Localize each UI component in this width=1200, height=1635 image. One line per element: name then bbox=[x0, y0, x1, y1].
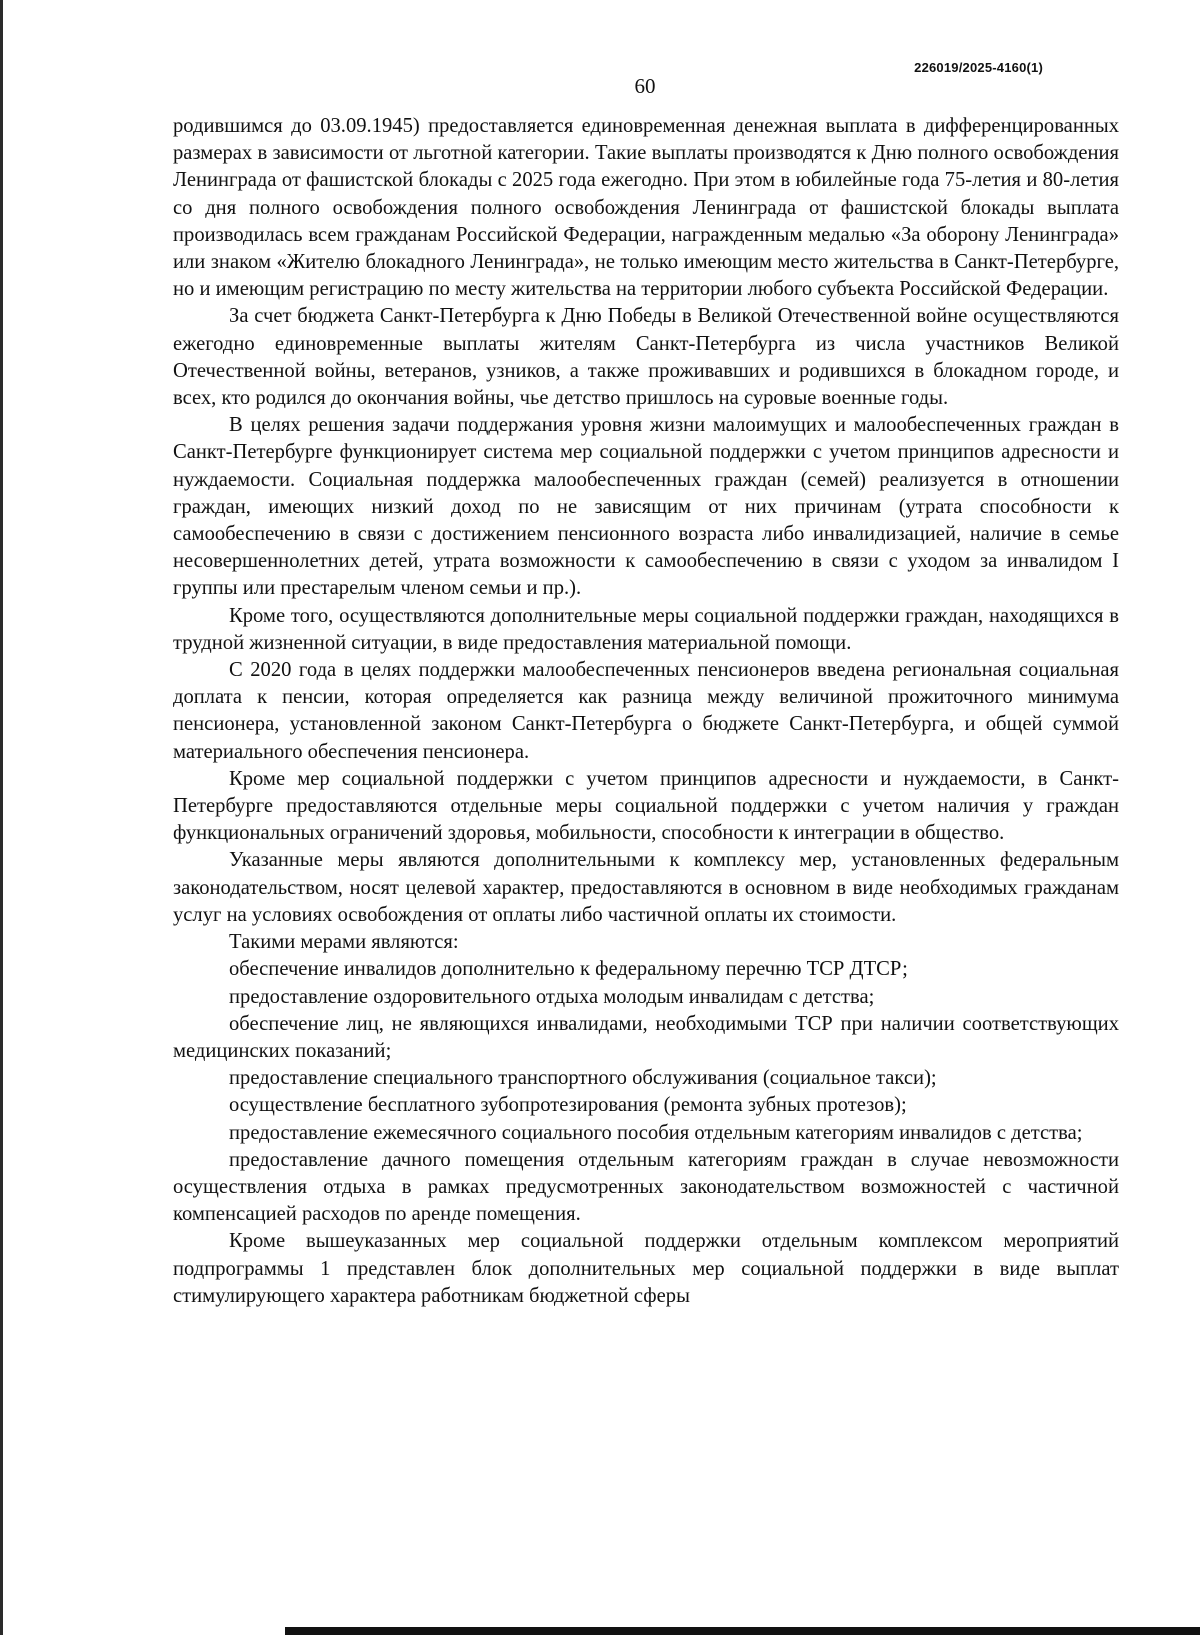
measure-item: предоставление дачного помещения отдельным категориям граждан в случае невозможности осуществления отдыха в рамках предусмотренных законодательством возможностей с частичной компенсацией расходов по аренде помещения. bbox=[173, 1148, 1119, 1226]
page-number: 60 bbox=[634, 74, 656, 98]
measure-item: осуществление бесплатного зубопротезирования (ремонта зубных протезов); bbox=[229, 1094, 907, 1117]
scan-left-edge bbox=[0, 0, 3, 1635]
paragraph-victory-day-payments: За счет бюджета Санкт-Петербурга к Дню Победы в Великой Отечественной войне осуществляются ежегодно единовременные выплаты жителям Санкт-Петербурга из числа участников Великой Отечественной войны, ветеранов, узников, а также проживавших и родившихся в блокадном городе, и всех, кто родился до окончания войны, чье детство пришлось на суровые военные годы. bbox=[173, 305, 1119, 410]
document-body bbox=[173, 113, 1119, 1310]
paragraph-measures-intro: Такими мерами являются: bbox=[229, 931, 459, 954]
paragraph-functional-limitations: Кроме мер социальной поддержки с учетом принципов адресности и нуждаемости, в Санкт-Петербурге предоставляются отдельные меры социальной поддержки с учетом наличия у граждан функциональных ограничений здоровья, мобильности, способности к интеграции в общество. bbox=[173, 767, 1119, 845]
paragraph-additional-measures: Указанные меры являются дополнительными к комплексу мер, установленных федеральным законодательством, носят целевой характер, предоставляются в основном в виде необходимых гражданам услуг на условиях освобождения от оплаты либо частичной оплаты их стоимости. bbox=[173, 849, 1119, 926]
scan-bottom-edge bbox=[285, 1627, 1200, 1635]
measure-item: предоставление ежемесячного социального пособия отдельным категориям инвалидов с детства; bbox=[229, 1121, 1083, 1144]
measure-item: обеспечение инвалидов дополнительно к федеральному перечню ТСР ДТСР; bbox=[229, 958, 908, 981]
paragraph-low-income-support: В целях решения задачи поддержания уровня жизни малоимущих и малообеспеченных граждан в Санкт-Петербурге функционирует система мер социальной поддержки с учетом принципов адресности и нуждаемости. Социальная поддержка малообеспеченных граждан (семей) реализуется в отношении граждан, имеющих низкий доход по не зависящим от них причинам (утрата способности к самообеспечению в связи с достижением пенсионного возраста либо инвалидизацией, наличие в семье несовершеннолетних детей, утрата возможности к самообеспечению в связи с уходом за инвалидом I группы или престарелым членом семьи и пр.). bbox=[173, 414, 1119, 600]
document-id: 226019/2025-4160(1) bbox=[914, 60, 1043, 75]
measure-item: предоставление оздоровительного отдыха молодым инвалидам с детства; bbox=[229, 985, 875, 1008]
paragraph-continuation: родившимся до 03.09.1945) предоставляется единовременная денежная выплата в дифференцированных размерах в зависимости от льготной категории. Такие выплаты производятся к Дню полного освобождения Ленинграда от фашистской блокады с 2025 года ежегодно. При этом в юбилейные года 75-летия и 80-летия со дня полного освобождения полного освобождения Ленинграда от фашистской блокады выплата производилась всем гражданам Российской Федерации, награжденным медалью «За оборону Ленинграда» или знаком «Жителю блокадного Ленинграда», не только имеющим место жительства в Санкт-Петербурге, но и имеющим регистрацию по месту жительства на территории любого субъекта Российской Федерации. bbox=[173, 115, 1119, 301]
paragraph-closing: Кроме вышеуказанных мер социальной поддержки отдельным комплексом мероприятий подпрограммы 1 представлен блок дополнительных мер социальной поддержки в виде выплат стимулирующего характера работникам бюджетной сферы bbox=[173, 1230, 1119, 1307]
measure-item: обеспечение лиц, не являющихся инвалидами, необходимыми ТСР при наличии соответствующих медицинских показаний; bbox=[173, 1012, 1119, 1062]
paragraph-difficult-situation-support: Кроме того, осуществляются дополнительные меры социальной поддержки граждан, находящихся в трудной жизненной ситуации, в виде предоставления материальной помощи. bbox=[173, 604, 1119, 654]
measure-item: предоставление специального транспортного обслуживания (социальное такси); bbox=[229, 1067, 937, 1090]
paragraph-pension-supplement: С 2020 года в целях поддержки малообеспеченных пенсионеров введена региональная социальная доплата к пенсии, которая определяется как разница между величиной прожиточного минимума пенсионера, установленной законом Санкт-Петербурга о бюджете Санкт-Петербурга, и общей суммой материального обеспечения пенсионера. bbox=[173, 659, 1119, 763]
